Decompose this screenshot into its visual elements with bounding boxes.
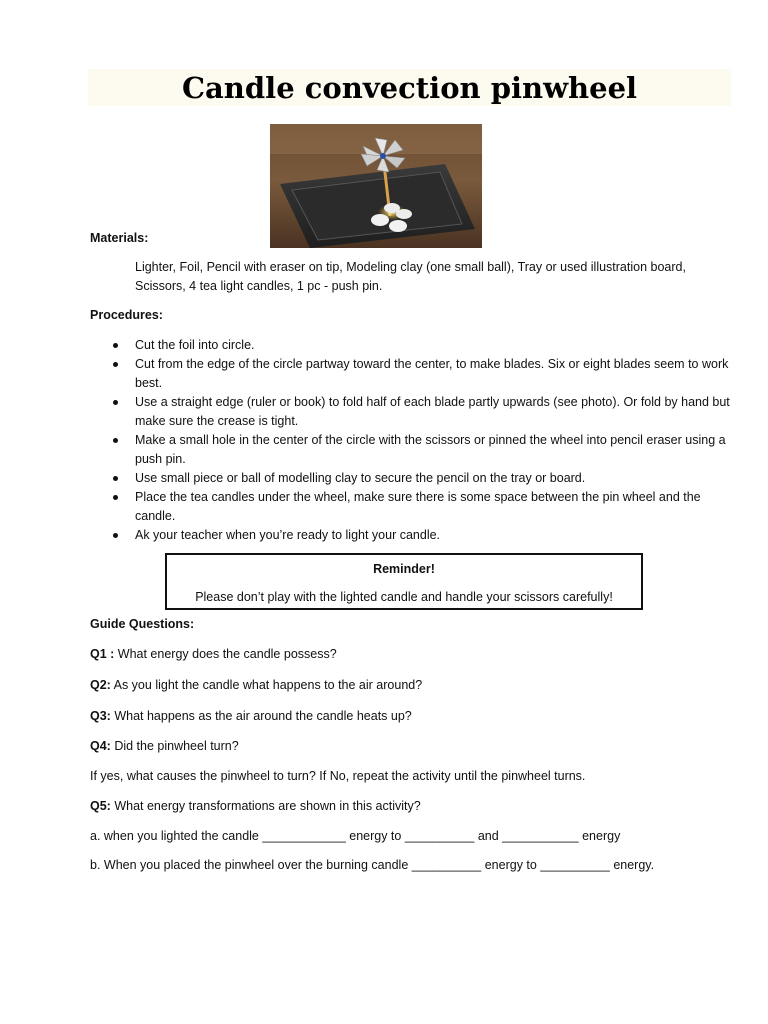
- list-item: Make a small hole in the center of the circle with the scissors or pinned the wheel into pencil eraser using a push pin.: [135, 431, 733, 469]
- question-1: [90, 645, 730, 663]
- page-title: Candle convection pinwheel: [181, 71, 638, 105]
- question-2-label: Q2:: [90, 678, 111, 692]
- bullet-icon: [113, 533, 118, 538]
- bullet-icon: [113, 400, 118, 405]
- procedures-heading: Procedures:: [90, 308, 163, 322]
- question-2-text: As you light the candle what happens to the air around?: [110, 678, 423, 692]
- guide-questions-heading: Guide Questions:: [90, 617, 195, 631]
- question-4-label: Q4:: [90, 739, 111, 753]
- list-item: Use a straight edge (ruler or book) to fold half of each blade partly upwards (see photo). Or fold by hand but make sure the crease is tight.: [135, 393, 733, 431]
- materials-list: Lighter, Foil, Pencil with eraser on tip, Modeling clay (one small ball), Tray or used illustration board, Scissors, 4 tea light candles, 1 pc - push pin.: [135, 260, 686, 293]
- question-5-part-b: b. When you placed the pinwheel over the burning candle __________ energy to __________ energy.: [90, 858, 655, 872]
- question-3-label: Q3:: [90, 709, 111, 723]
- question-3: [90, 707, 730, 725]
- procedures-list: [135, 336, 733, 545]
- bullet-icon: [113, 343, 118, 348]
- bullet-icon: [113, 438, 118, 443]
- question-1-label: Q1 :: [90, 647, 115, 661]
- question-1-text: What energy does the candle possess?: [114, 647, 337, 661]
- question-5-part-a: a. when you lighted the candle ____________ energy to __________ and ___________ energy: [90, 829, 621, 843]
- list-item: Ak your teacher when you’re ready to light your candle.: [135, 526, 733, 545]
- list-item: Use small piece or ball of modelling clay to secure the pencil on the tray or board.: [135, 469, 733, 488]
- list-item: Cut from the edge of the circle partway toward the center, to make blades. Six or eight blades seem to work best.: [135, 355, 733, 393]
- question-4-followup: If yes, what causes the pinwheel to turn? If No, repeat the activity until the pinwheel turns.: [90, 769, 586, 783]
- question-5: [90, 797, 730, 815]
- pinwheel-photo: [270, 124, 482, 248]
- list-item: Cut the foil into circle.: [135, 336, 733, 355]
- question-4: [90, 737, 730, 755]
- bullet-icon: [113, 362, 118, 367]
- reminder-text: Please don’t play with the lighted candle and handle your scissors carefully!: [195, 590, 613, 604]
- bullet-icon: [113, 476, 118, 481]
- reminder-box: [165, 553, 643, 610]
- question-4-text: Did the pinwheel turn?: [110, 739, 239, 753]
- bullet-icon: [113, 495, 118, 500]
- materials-heading: Materials:: [90, 231, 149, 245]
- list-item: Place the tea candles under the wheel, make sure there is some space between the pin wheel and the candle.: [135, 488, 733, 526]
- question-3-text: What happens as the air around the candle heats up?: [110, 709, 412, 723]
- question-2: [90, 676, 730, 694]
- question-5-label: Q5:: [90, 799, 111, 813]
- reminder-title: Reminder!: [373, 562, 435, 576]
- question-5-text: What energy transformations are shown in this activity?: [110, 799, 421, 813]
